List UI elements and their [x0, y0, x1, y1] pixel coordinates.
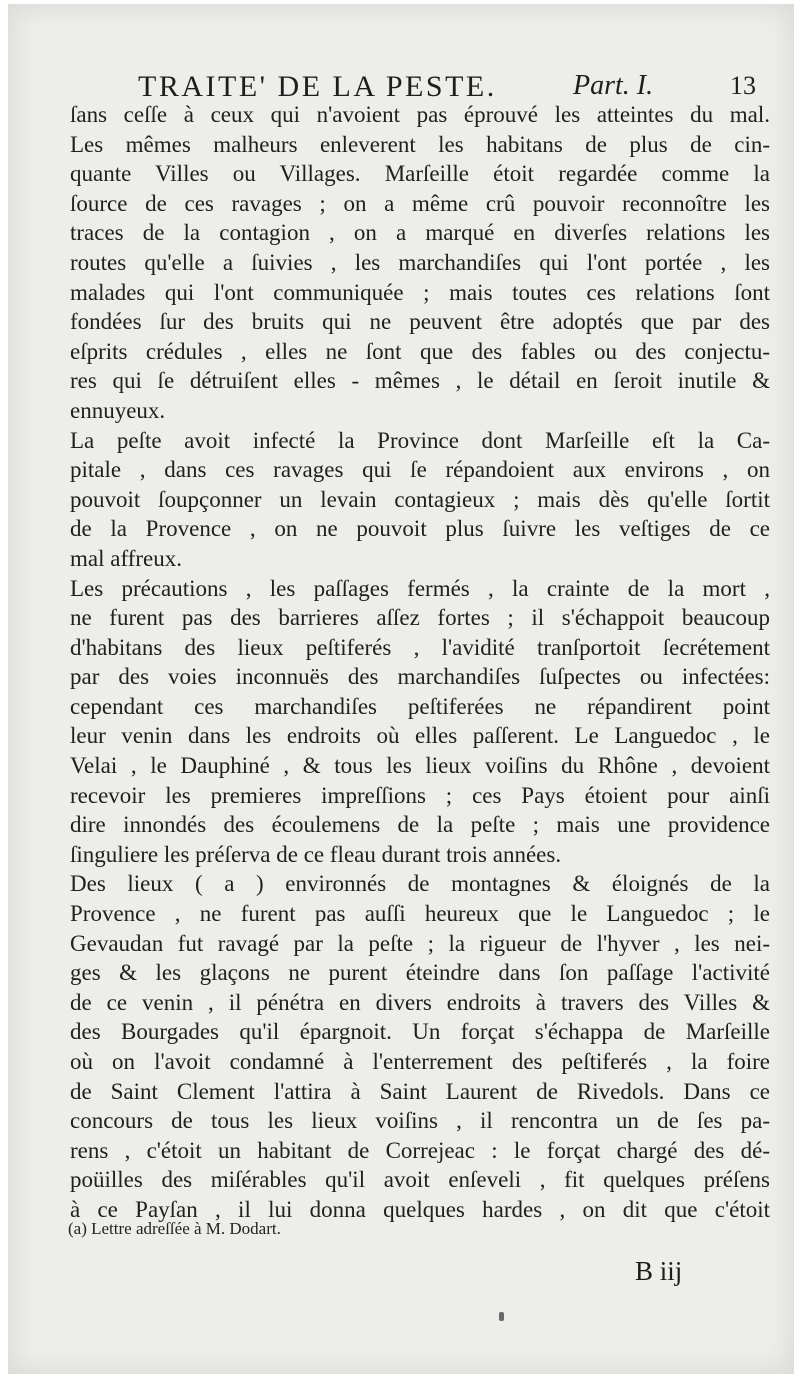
text-line: fondées ſur des bruits qui ne peuvent être adoptés que par des [70, 309, 770, 335]
text-line: Des lieux ( a ) environnés de montagnes & éloignés de la [70, 871, 770, 897]
text-line: de ce venin , il pénétra en divers endroits à travers des Villes & [70, 989, 770, 1015]
text-line: de Saint Clement l'attira à Saint Laurent de Rivedols. Dans ce [70, 1078, 770, 1104]
text-line: de la Provence , on ne pouvoit plus ſuivre les veſtiges de ce [70, 516, 770, 542]
text-line: leur venin dans les endroits où elles paſſerent. Le Languedoc , le [70, 723, 770, 749]
text-line: Velai , le Dauphiné , & tous les lieux voiſins du Rhône , devoient [70, 753, 770, 779]
text-line: res qui ſe détruiſent elles - mêmes , le détail en ſeroit inutile & [70, 368, 770, 394]
page-number: 13 [730, 71, 756, 100]
text-line: des Bourgades qu'il épargnoit. Un forçat s'échappa de Marſeille [70, 1019, 770, 1045]
text-line: quante Villes ou Villages. Marſeille étoit regardée comme la [70, 161, 770, 187]
text-line: cependant ces marchandiſes peſtiferées ne répandirent point [70, 693, 770, 719]
running-head [68, 64, 778, 104]
text-line: ennuyeux. [70, 397, 166, 423]
text-line: routes qu'elle a ſuivies , les marchandiſes qui l'ont portée , les [70, 249, 770, 275]
text-line: ſinguliere les préſerva de ce fleau durant trois années. [70, 841, 562, 867]
body-text [70, 100, 770, 1225]
text-line: eſprits crédules , elles ne ſont que des fables ou des conjectu- [70, 338, 770, 364]
text-line: recevoir les premieres impreſſions ; ces Pays étoient pour ainſi [70, 782, 770, 808]
signature-mark: B iij [635, 1256, 683, 1286]
text-line: à ce Payſan , il lui donna quelques hardes , on dit que c'étoit [70, 1196, 770, 1222]
text-line: ſource de ces ravages ; on a même crû pouvoir reconnoître les [70, 190, 770, 216]
text-line: ne furent pas des barrieres aſſez fortes ; il s'échappoit beaucoup [70, 605, 770, 631]
text-line: Les mêmes malheurs enleverent les habitans de plus de cin- [70, 131, 770, 157]
text-line: Les précautions , les paſſages fermés , la crainte de la mort , [70, 575, 770, 601]
text-line: pouvoit ſoupçonner un levain contagieux ; mais dès qu'elle ſortit [70, 486, 770, 512]
text-line: concours de tous les lieux voiſins , il rencontra un de ſes pa- [70, 1108, 770, 1134]
text-line: malades qui l'ont communiquée ; mais toutes ces relations ſont [70, 279, 770, 305]
text-line: par des voies inconnuës des marchandiſes ſuſpectes ou infectées: [70, 664, 770, 690]
text-line: Gevaudan fut ravagé par la peſte ; la rigueur de l'hyver , les nei- [70, 930, 770, 956]
ink-speck [499, 1312, 504, 1321]
text-line: où on l'avoit condamné à l'enterrement des peſtiferés , la foire [70, 1049, 770, 1074]
text-line: poüilles des miſérables qu'il avoit enſeveli , fit quelques préſens [70, 1167, 770, 1193]
text-line: rens , c'étoit un habitant de Correjeac : le forçat chargé des dé- [70, 1137, 770, 1163]
text-line: La peſte avoit infecté la Province dont Marſeille eſt la Ca- [70, 427, 770, 453]
book-page [8, 4, 794, 1374]
text-line: traces de la contagion , on a marqué en diverſes relations les [70, 220, 770, 246]
text-line: d'habitans des lieux peſtiferés , l'avidité tranſportoit ſecrétement [70, 634, 770, 660]
text-line: ges & les glaçons ne purent éteindre dans ſon paſſage l'activité [70, 960, 770, 986]
text-line: pitale , dans ces ravages qui ſe répandoient aux environs , on [70, 457, 770, 483]
running-head-part: Part. I. [573, 70, 654, 101]
running-head-title: TRAITE' DE LA PESTE. [138, 70, 497, 103]
footnote: (a) Lettre adreſſée à M. Dodart. [68, 1219, 281, 1238]
text-line: ſans ceſſe à ceux qui n'avoient pas éprouvé les atteintes du mal. [70, 102, 770, 127]
text-line: Provence , ne furent pas auſſi heureux que le Languedoc ; le [70, 901, 770, 927]
text-line: mal affreux. [70, 545, 182, 571]
text-line: dire innondés des écoulemens de la peſte ; mais une providence [70, 812, 770, 838]
